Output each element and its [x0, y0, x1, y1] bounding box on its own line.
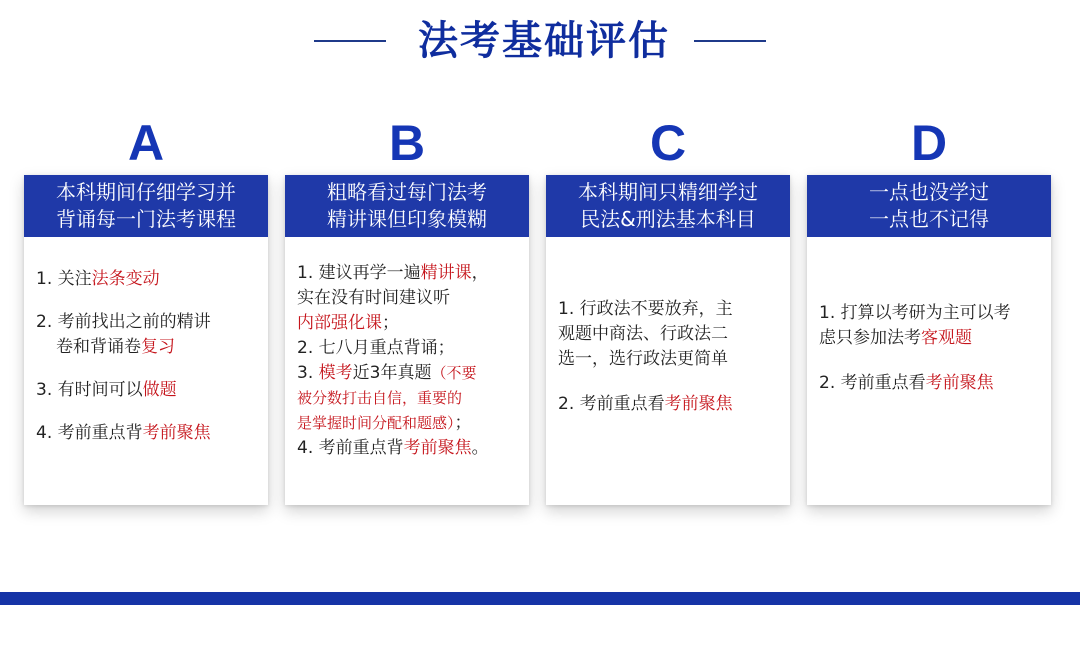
- card-header-line: 民法&刑法基本科目: [580, 207, 756, 231]
- item-note: 被分数打击自信，重要的: [297, 389, 463, 407]
- item-highlight: 考前聚焦: [403, 438, 472, 458]
- list-item: [558, 392, 776, 417]
- list-item: [297, 361, 515, 436]
- card-header: [546, 175, 790, 237]
- card-header-line: 本科期间只精细学过: [578, 180, 758, 204]
- card-header-line: 背诵每一门法考课程: [56, 207, 236, 231]
- item-text: 3.: [297, 363, 319, 383]
- item-text: 近3年真题: [352, 363, 432, 383]
- list-item: [36, 267, 254, 292]
- option-letter-c: C: [649, 115, 687, 171]
- card-header-line: 一点也没学过: [869, 180, 989, 204]
- item-text: 1. 打算以考研为主可以考: [819, 303, 1011, 323]
- item-line: [819, 326, 1037, 351]
- option-letter-b: B: [388, 115, 426, 171]
- item-highlight: 精讲课: [420, 263, 472, 283]
- item-text: ，: [471, 263, 489, 283]
- item-text: ；: [454, 413, 472, 433]
- card-header: [807, 175, 1051, 237]
- item-highlight: 考前聚焦: [925, 373, 994, 393]
- list-item: [297, 261, 515, 336]
- item-note: 是掌握时间分配和题感）: [297, 414, 455, 432]
- list-item: [36, 378, 254, 403]
- list-item: [297, 436, 515, 461]
- list-item: [36, 421, 254, 446]
- card-d: [807, 175, 1051, 505]
- card-header-line: 一点也不记得: [869, 207, 989, 231]
- item-line: [297, 311, 515, 336]
- card-header: [285, 175, 529, 237]
- bottom-band: [0, 592, 1080, 605]
- card-header-line: 精讲课但印象模糊: [327, 207, 487, 231]
- option-letter-d: D: [910, 115, 948, 171]
- item-text: 2. 考前重点看: [558, 394, 665, 414]
- item-highlight: 模考: [318, 363, 353, 383]
- list-item: [819, 371, 1037, 396]
- item-text: 1. 建议再学一遍: [297, 263, 421, 283]
- item-text: ；: [382, 313, 399, 333]
- item-highlight: 做题: [142, 380, 177, 400]
- list-item: [819, 301, 1037, 351]
- card-a: [24, 175, 268, 505]
- item-line: [297, 261, 515, 286]
- item-text: 1. 关注: [36, 269, 92, 289]
- item-text: 。: [471, 438, 489, 458]
- item-text: 观题中商法、行政法二: [558, 324, 728, 344]
- item-text: 2. 考前重点看: [819, 373, 926, 393]
- item-text: 实在没有时间建议听: [297, 288, 450, 308]
- card-header: [24, 175, 268, 237]
- card-header-line: 粗略看过每门法考: [327, 180, 487, 204]
- item-highlight: 法条变动: [91, 269, 160, 289]
- list-item: 2. 七八月重点背诵；: [297, 338, 455, 358]
- item-line: [297, 411, 515, 436]
- title-divider-right: [694, 40, 766, 42]
- card-body: [546, 237, 790, 417]
- option-letter-a: A: [127, 115, 165, 171]
- card-b: [285, 175, 529, 505]
- item-highlight: 考前聚焦: [664, 394, 733, 414]
- card-body: [285, 237, 529, 461]
- title-row: [0, 14, 1080, 68]
- title-divider-left: [314, 40, 386, 42]
- item-text: 3. 有时间可以: [36, 380, 143, 400]
- item-text: 卷和背诵卷: [56, 337, 141, 357]
- card-body: [807, 237, 1051, 396]
- item-line: [297, 361, 515, 386]
- card-body: [24, 237, 268, 446]
- item-text: 4. 考前重点背: [297, 438, 404, 458]
- item-text: 1. 行政法不要放弃，主: [558, 299, 733, 319]
- item-highlight: 复习: [141, 337, 175, 357]
- item-highlight: 考前聚焦: [142, 423, 211, 443]
- list-item: [36, 310, 254, 360]
- item-text: 2. 考前找出之前的精讲: [36, 312, 211, 332]
- item-text: 选一，选行政法更简单: [558, 349, 728, 369]
- item-highlight: 内部强化课: [297, 313, 382, 333]
- page-title: 法考基础评估: [418, 18, 670, 64]
- card-header-line: 本科期间仔细学习并: [56, 180, 236, 204]
- item-text: 虑只参加法考: [819, 328, 921, 348]
- item-highlight: 客观题: [921, 328, 972, 348]
- item-note: （不要: [431, 364, 477, 382]
- card-c: [546, 175, 790, 505]
- list-item: [558, 297, 776, 372]
- item-text: 4. 考前重点背: [36, 423, 143, 443]
- item-line: [36, 335, 254, 360]
